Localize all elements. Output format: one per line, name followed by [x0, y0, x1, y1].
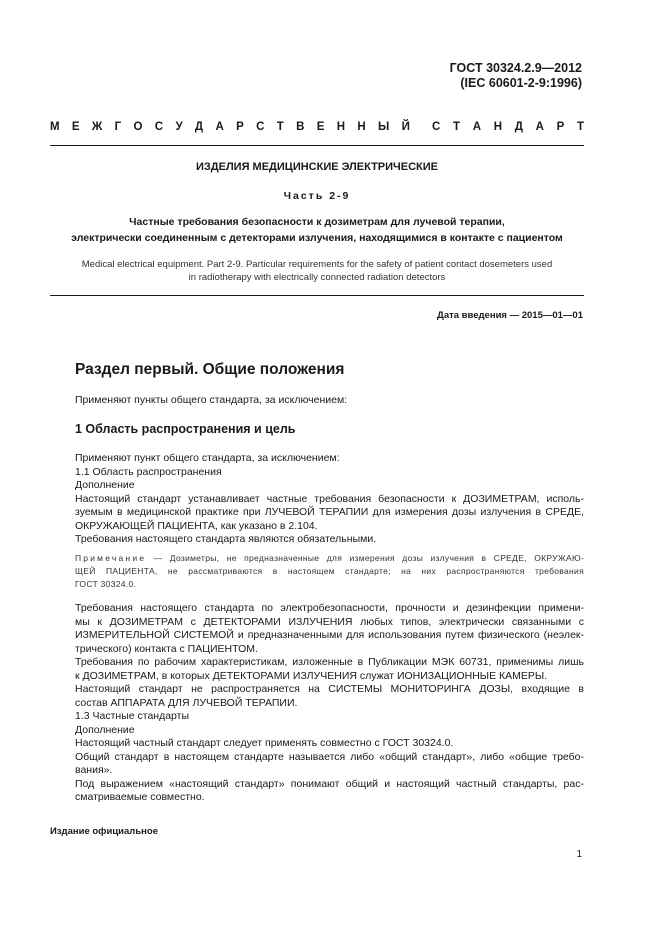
banner-letter: Н [336, 121, 346, 133]
note-label: Примечание [75, 553, 147, 563]
paragraph: Настоящий частный стандарт следует применять совместно с ГОСТ 30324.0. [75, 737, 454, 749]
paragraph-line: трического) контакта с ПАЦИЕНТОМ. [75, 642, 258, 655]
banner-letter: Д [514, 121, 523, 133]
part-label: Часть 2-9 [283, 190, 351, 202]
document-title: ИЗДЕЛИЯ МЕДИЦИНСКИЕ ЭЛЕКТРИЧЕСКИЕ [195, 161, 439, 173]
banner-letter: Т [453, 121, 461, 133]
standard-type-word-1 [50, 121, 410, 133]
paragraph-line: сматриваемые совместно. [75, 791, 205, 803]
paragraph-line: Требования настоящего стандарта по электробезопасности, прочности и дезинфекции примени- [75, 602, 584, 614]
note-line: ЩЕЙ ПАЦИЕНТА, не рассматриваются в настоящем стандарте; на них распространяются требования [75, 566, 584, 576]
banner-letter: Т [276, 121, 284, 133]
paragraph-line: ИЗМЕРИТЕЛЬНОЙ СИСТЕМОЙ и предназначенными для использования путем физического (неэлек- [75, 629, 584, 641]
subclause-heading: 1.1 Область распространения [75, 465, 222, 478]
banner-letter: Р [556, 121, 565, 133]
banner-letter: Й [401, 121, 410, 133]
document-subtitle [50, 215, 584, 246]
note-text: — Дозиметры, не предназначенные для измерения дозы излучения в СРЕДЕ, ОКРУЖАЮ- [146, 553, 584, 563]
english-title-line: Medical electrical equipment. Part 2-9. Particular requirements for the safety of patient contact dosemeters used [81, 259, 553, 270]
paragraph-line: Настоящий стандарт не распространяется на СИСТЕМЫ МОНИТОРИНГА ДОЗЫ, входящие в [75, 683, 584, 695]
banner-letter: С [256, 121, 265, 133]
banner-letter: Ы [378, 121, 390, 133]
banner-letter: Н [357, 121, 366, 133]
page-number: 1 [576, 849, 582, 860]
banner-letter: Е [316, 121, 325, 133]
banner-letter: А [215, 121, 224, 133]
banner-letter: О [133, 121, 143, 133]
paragraph-line: состав АППАРАТА ДЛЯ ЛУЧЕВОЙ ТЕРАПИИ. [75, 696, 298, 709]
section-heading: Раздел первый. Общие положения [75, 361, 345, 378]
standard-type-banner [50, 121, 584, 133]
standard-type-word-2 [432, 121, 584, 133]
banner-letter: А [472, 121, 482, 133]
body-text-block-2 [75, 602, 584, 805]
paragraph-line: зуемым в медицинской практике при ЛУЧЕВОЙ ТЕРАПИИ для измерения дозы излучения в СРЕДЕ, [75, 506, 584, 518]
paragraph: Дополнение [75, 479, 135, 491]
note-block [75, 552, 584, 591]
top-divider [50, 145, 584, 146]
english-title [50, 258, 584, 284]
paragraph-line: мы к ДОЗИМЕТРАМ с ДЕТЕКТОРАМИ ИЗЛУЧЕНИЯ любых типов, электрически связанными с [75, 615, 584, 628]
banner-letter: Н [493, 121, 503, 133]
banner-letter: С [432, 121, 441, 133]
banner-letter: Р [236, 121, 244, 133]
paragraph-line: вания». [75, 764, 113, 776]
banner-letter: А [535, 121, 544, 133]
paragraph-line: к ДОЗИМЕТРАМ, в которых ДЕТЕКТОРАМИ ИЗЛУЧЕНИЯ служат ИОНИЗАЦИОННЫЕ КАМЕРЫ. [75, 669, 548, 682]
banner-letter: С [154, 121, 164, 133]
paragraph: Применяют пункт общего стандарта, за исключением: [75, 452, 340, 464]
paragraph: Дополнение [75, 723, 135, 736]
banner-letter: Д [194, 121, 204, 133]
paragraph-line: Общий стандарт в настоящем стандарте называется либо «общий стандарт», либо «общие требо- [75, 750, 584, 763]
banner-letter: Г [114, 121, 122, 133]
note-line [75, 552, 584, 565]
paragraph-line: Под выражением «настоящий стандарт» понимают общий и настоящий частный стандарты, рас- [75, 777, 584, 790]
clause-heading: 1 Область распространения и цель [75, 422, 296, 436]
english-title-line: in radiotherapy with electrically connected radiation detectors [188, 272, 446, 283]
paragraph-line: ОКРУЖАЮЩЕЙ ПАЦИЕНТА, как указано в 2.104. [75, 519, 318, 532]
gost-code: ГОСТ 30324.2.9—2012 [449, 61, 582, 75]
banner-letter: У [175, 121, 183, 133]
banner-letter: Т [576, 121, 584, 133]
banner-letter: В [296, 121, 305, 133]
iec-code: (IEC 60601-2-9:1996) [460, 76, 582, 90]
subtitle-line: электрически соединенным с детекторами излучения, находящимися в контакте с пациентом [71, 231, 563, 244]
subclause-heading: 1.3 Частные стандарты [75, 710, 190, 722]
title-divider [50, 295, 584, 296]
section-intro: Применяют пункты общего стандарта, за исключением: [75, 394, 348, 406]
subtitle-line: Частные требования безопасности к дозиметрам для лучевой терапии, [129, 216, 505, 228]
banner-letter: Е [71, 121, 80, 133]
introduction-date: Дата введения — 2015—01—01 [437, 310, 583, 321]
paragraph: Требования настоящего стандарта являются обязательными. [75, 533, 377, 545]
paragraph-line: Настоящий стандарт устанавливает частные требования безопасности к ДОЗИМЕТРАМ, исполь- [75, 492, 584, 505]
banner-letter: М [50, 121, 60, 133]
body-text-block-1 [75, 452, 584, 547]
note-line: ГОСТ 30324.0. [75, 579, 137, 589]
paragraph-line: Требования по рабочим характеристикам, изложенные в Публикации МЭК 60731, применимы лишь [75, 656, 584, 668]
official-edition-label: Издание официальное [50, 826, 158, 837]
banner-letter: Ж [91, 121, 103, 133]
